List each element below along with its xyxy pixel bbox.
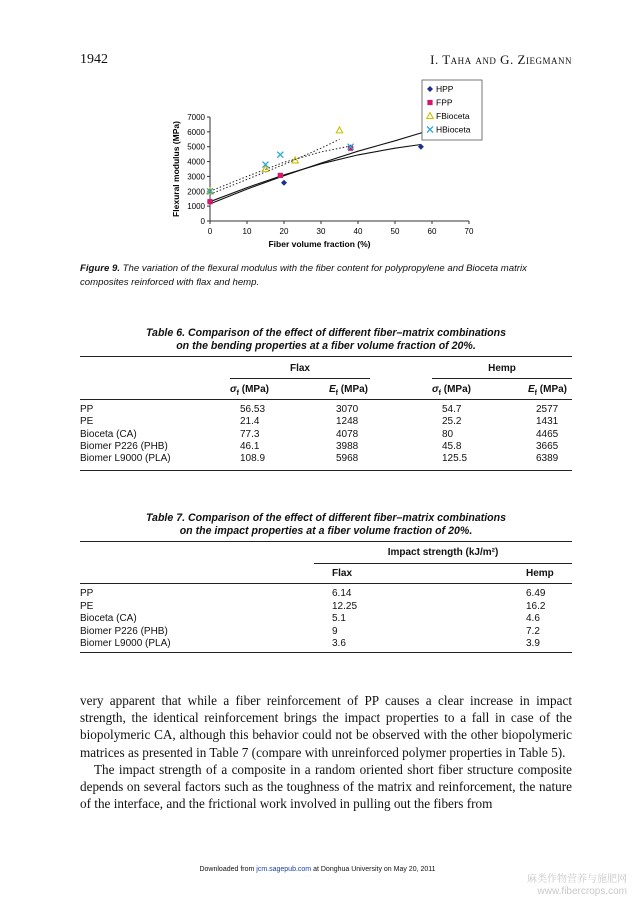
data-point-hpp [281,180,287,186]
table-7-cell: 7.2 [526,625,540,637]
trend-line-hbioceta [210,146,351,191]
x-tick-label: 70 [464,227,474,236]
table-6-header-rule [80,399,572,400]
table-6-caption-line2: on the bending properties at a fiber volume fraction of 20%. [176,340,476,352]
table-6-row-label: PP [80,404,94,415]
table-6-bottom-rule [80,470,572,471]
data-point-hbioceta [277,152,283,158]
table-7-row-label: PE [80,600,94,612]
table-7-group-rule [314,563,572,564]
table-6-cell: 2577 [536,404,559,415]
table-6-cell: 45.8 [442,440,462,452]
table-7-caption [80,512,572,538]
y-tick-label: 6000 [187,127,205,137]
body-paragraph-2: The impact strength of a composite in a random oriented short fiber structure composite depends on several factors such as the toughness of the matrix and reinforcement, the nature of the interface, and the frictional work involved in pulling out the fibers from [80,761,572,812]
table-6-row-label: Bioceta (CA) [80,428,137,440]
table-7-cell: 3.9 [526,638,540,650]
figure-label: Figure 9. [80,263,120,274]
y-axis-title: Flexural modulus (MPa) [171,121,181,217]
y-tick-label: 1000 [187,202,205,212]
y-tick-label: 0 [200,217,205,226]
table-7-row-label: PP [80,588,94,599]
x-tick-label: 60 [427,227,437,236]
footer-link[interactable]: jcm.sagepub.com [256,866,312,873]
table-6-group-flax: Flax [289,363,310,374]
footer-suffix: at Donghua University on May 20, 2011 [311,866,436,873]
table-7-bottom-rule [80,652,572,653]
table-6-caption-line1: Table 6. Comparison of the effect of different fiber–matrix combinations [145,327,507,339]
body-text [80,692,572,812]
table-6-cell: 3665 [536,440,559,452]
flexural-modulus-chart [170,78,490,258]
table-7-top-rule [80,541,572,542]
table-6-cell: 21.4 [240,416,260,428]
table-7-cell: 6.49 [526,588,546,599]
table-7-cell: 16.2 [526,600,546,612]
x-tick-label: 10 [242,227,252,236]
data-point-fbioceta [336,127,342,133]
trend-line-fpp [210,132,425,204]
table-7-cell: 6.14 [332,588,352,599]
table-6-cell: 80 [442,428,454,440]
figure-9 [170,78,490,258]
table-6-cell: 4465 [536,428,559,440]
table-7-cell: 4.6 [526,613,540,625]
table-6-caption [80,327,572,353]
table-6-cell: 5968 [336,453,359,465]
trend-line-fbioceta [210,139,340,194]
table-7-caption-line2: on the impact properties at a fiber volume fraction of 20%. [179,525,473,537]
data-point-fpp [207,199,212,204]
table-6-row-label: PE [80,416,94,428]
table-6-row-label: Biomer L9000 (PLA) [80,453,171,465]
y-tick-label: 3000 [187,172,205,182]
table-7-row-label: Bioceta (CA) [80,613,137,625]
table-6-cell: 54.7 [442,404,462,415]
table-7-col-flax: Flax [332,568,353,579]
footer-prefix: Downloaded from [199,866,257,873]
table-6-cell: 4078 [336,428,359,440]
table-7-row-label: Biomer P226 (PHB) [80,625,168,637]
running-authors: I. Taha and G. Ziegmann [430,52,572,67]
x-tick-label: 30 [316,227,326,236]
table-6-col-flax-e: $E_f$ (MPa) [329,384,369,397]
table-7-cell: 12.25 [332,600,358,612]
table-6-row-label: Biomer P226 (PHB) [80,440,168,452]
x-tick-label: 20 [279,227,289,236]
watermark-line1: 麻类作物营养与施肥网 [527,874,627,885]
x-axis-title: Fiber volume fraction (%) [268,239,371,249]
table-6-col-flax-sigma: $\sigma_f$ (MPa) [230,384,269,397]
table-6 [80,327,572,477]
table-6-cell: 1248 [336,416,359,428]
table-6-cell: 125.5 [442,453,468,465]
table-6-flax-rule [230,378,370,379]
body-paragraph-1: very apparent that while a fiber reinforcement of PP causes a clear increase in impact strength, the identical reinforcement brings the impact properties to a fall in case of the biopolymeric CA, although this behavior could not be observed with the other biopolymeric matrices as presented in Table 7 (compare with unreinforced polymer properties in Table 5). [80,693,572,760]
legend-label-hpp: HPP [436,84,454,94]
table-7-caption-line1: Table 7. Comparison of the effect of different fiber–matrix combinations [145,512,507,524]
watermark [527,874,627,898]
table-7-cell: 3.6 [332,638,346,650]
legend-label-fbioceta: FBioceta [436,111,470,121]
x-tick-label: 0 [207,227,213,236]
legend-marker-fpp [427,100,432,105]
table-6-cell: 25.2 [442,416,462,428]
table-7-row-label: Biomer L9000 (PLA) [80,638,171,650]
table-6-col-hemp-sigma: $\sigma_f$ (MPa) [432,384,471,397]
table-6-top-rule [80,356,572,357]
table-7-col-hemp: Hemp [526,568,554,579]
legend-label-hbioceta: HBioceta [436,124,471,135]
table-6-cell: 3070 [336,404,359,415]
x-tick-label: 40 [353,227,363,236]
table-6-cell: 3988 [336,440,359,452]
table-7-group-header: Impact strength (kJ/m²) [387,547,499,558]
table-6-cell: 77.3 [240,428,260,440]
page-number: 1942 [80,52,108,67]
table-6-cell: 46.1 [240,440,260,452]
y-tick-label: 7000 [187,113,205,122]
table-6-col-hemp-e: $E_f$ (MPa) [528,384,568,397]
table-6-cell: 108.9 [240,453,266,465]
x-tick-label: 50 [390,227,400,236]
running-header [80,52,572,72]
table-6-hemp-rule [432,378,572,379]
y-tick-label: 4000 [187,157,205,167]
download-footer [0,866,635,873]
table-6-cell: 1431 [536,416,559,428]
figure-caption [80,262,572,290]
table-6-cell: 6389 [536,453,559,465]
legend-label-fpp: FPP [436,97,453,108]
table-7-cell: 5.1 [332,613,346,625]
table-6-group-hemp: Hemp [488,363,516,374]
data-point-fpp [278,173,283,178]
y-tick-label: 2000 [187,187,205,197]
watermark-line2: www.fibercrops.com [537,886,627,897]
table-7-header-rule [80,583,572,584]
y-tick-label: 5000 [187,142,205,152]
table-7 [80,512,572,657]
table-7-cell: 9 [332,625,338,637]
figure-caption-text: The variation of the flexural modulus with the fiber content for polypropylene and Bioceta matrix composites reinforced with flax and hemp. [80,263,527,288]
table-6-cell: 56.53 [240,404,266,415]
